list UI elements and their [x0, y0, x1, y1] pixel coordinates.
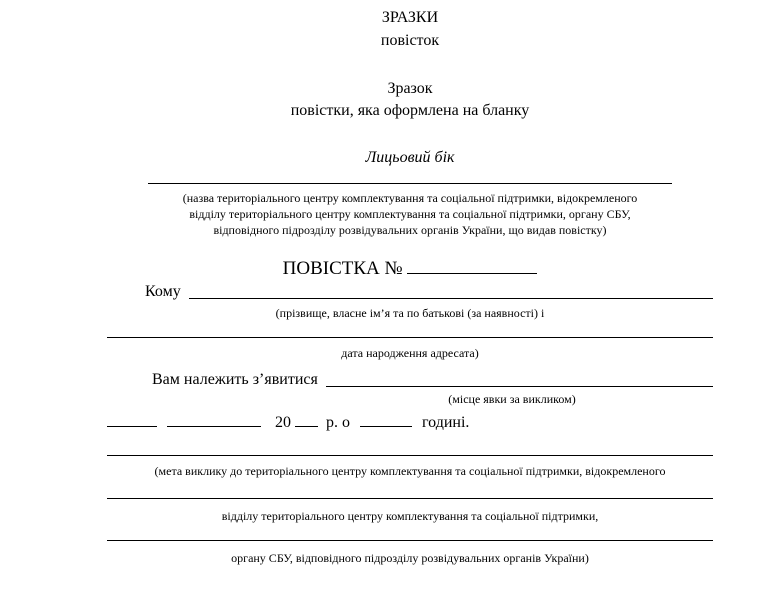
appearance-place-caption: (місце явки за викликом): [448, 392, 576, 406]
purpose-caption-line2: відділу територіального центру комплектування та соціальної підтримки,: [221, 509, 599, 523]
appearance-place-blank: [326, 370, 713, 387]
recipient-row: [107, 282, 713, 302]
date-month-blank: [167, 413, 261, 427]
summons-title: ПОВІСТКА №: [282, 258, 403, 279]
recipient-birth-blank-line: [107, 337, 713, 338]
date-middle-text: р. о: [326, 414, 350, 431]
appearance-label: Вам належить з’явитися: [152, 371, 318, 388]
date-year-blank: [295, 413, 318, 427]
purpose-blank-line-1: [107, 455, 713, 456]
recipient-birth-caption: дата народження адресата): [341, 346, 479, 360]
summons-number-blank: [407, 260, 537, 274]
date-row: [107, 413, 713, 433]
date-hour-blank: [360, 413, 412, 427]
appearance-row: [107, 370, 713, 390]
purpose-blank-line-3: [107, 540, 713, 541]
subheading-line2: повістки, яка оформлена на бланку: [290, 102, 530, 119]
recipient-name-caption: (прізвище, власне ім’я та по батькові (за наявності) і: [275, 306, 545, 320]
purpose-caption-line1: (мета виклику до територіального центру комплектування та соціальної підтримки, відокремленого: [154, 464, 666, 478]
recipient-label: Кому: [145, 283, 181, 300]
issuer-blank-line: [148, 183, 672, 184]
summons-title-row: [107, 257, 713, 281]
subheading-line1: Зразок: [387, 80, 433, 97]
date-year-prefix: 20: [275, 414, 291, 431]
issuer-caption-line2: відділу територіального центру комплектування та соціальної підтримки, органу СБУ,: [189, 207, 631, 221]
heading-line1: ЗРАЗКИ: [381, 9, 439, 26]
summons-sample-document: [107, 0, 713, 566]
recipient-name-blank: [189, 282, 713, 299]
date-suffix-text: годині.: [422, 414, 470, 431]
issuer-caption: [107, 190, 713, 238]
purpose-caption-line3: органу СБУ, відповідного підрозділу розвідувальних органів України): [231, 551, 589, 565]
purpose-blank-line-2: [107, 498, 713, 499]
date-day-blank: [107, 413, 157, 427]
issuer-caption-line1: (назва територіального центру комплектування та соціальної підтримки, відокремленого: [182, 191, 638, 205]
document-subheading: [107, 78, 713, 122]
heading-line2: повісток: [380, 32, 440, 49]
document-heading: [107, 6, 713, 52]
side-label: Лицьовий бік: [365, 149, 455, 166]
issuer-caption-line3: відповідного підрозділу розвідувальних органів України, що видав повістку): [213, 223, 607, 237]
